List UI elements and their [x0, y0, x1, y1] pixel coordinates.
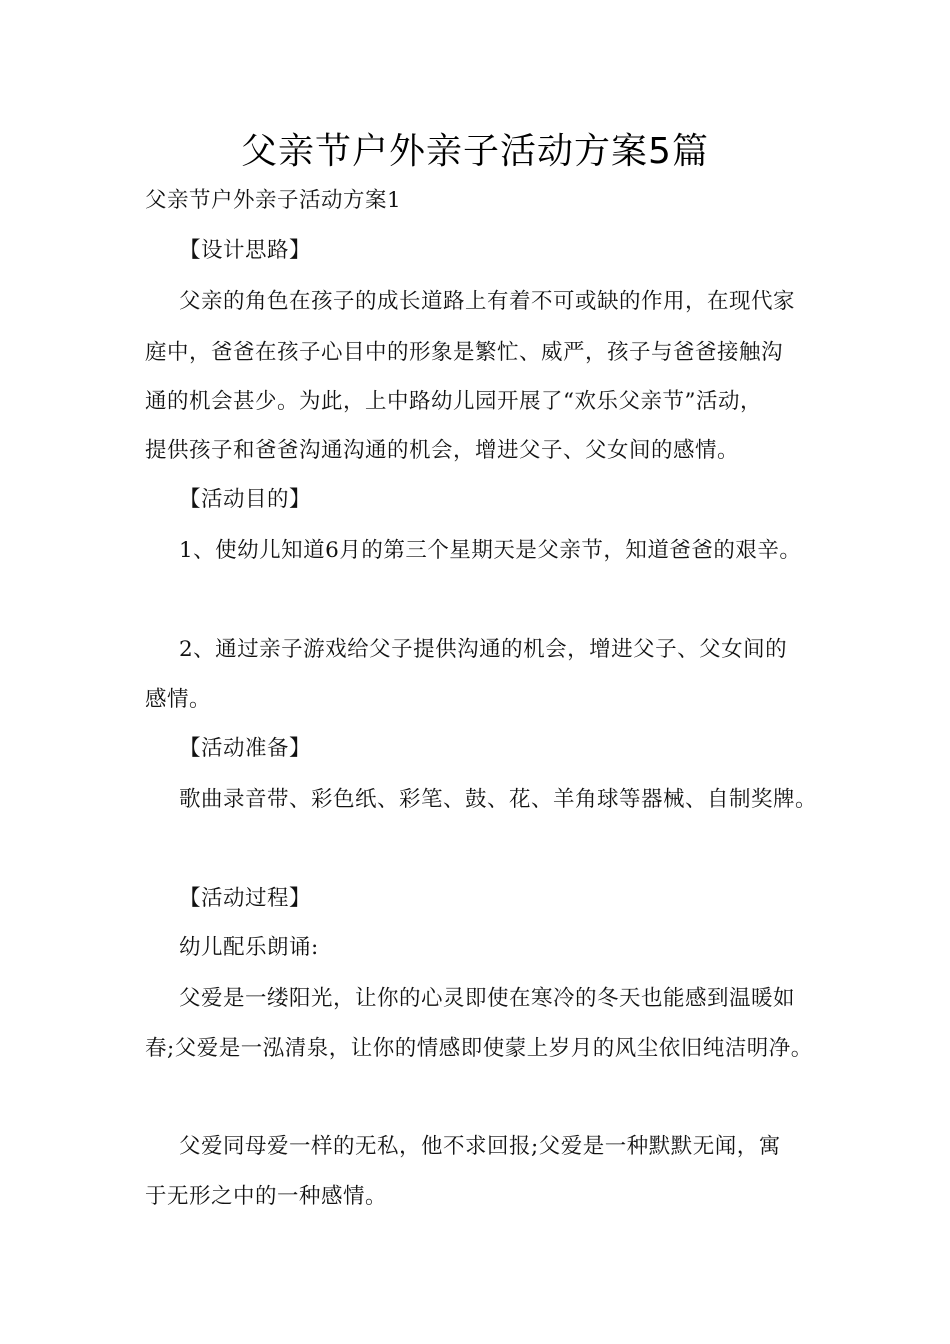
design-paragraph-line-2: 庭中，爸爸在孩子心目中的形象是繁忙、威严，孩子与爸爸接触沟: [145, 340, 784, 365]
recite-intro: 幼儿配乐朗诵:: [179, 935, 319, 960]
goal-heading: 【活动目的】: [179, 487, 312, 512]
poem-1-line-2: 春;父爱是一泓清泉，让你的情感即使蒙上岁月的风尘依旧纯洁明净。: [145, 1036, 813, 1061]
design-paragraph-line-1: 父亲的角色在孩子的成长道路上有着不可或缺的作用，在现代家: [179, 289, 796, 314]
design-heading: 【设计思路】: [179, 238, 312, 263]
goal-item-2-line-1: 2、通过亲子游戏给父子提供沟通的机会，增进父子、父女间的: [179, 637, 788, 662]
poem-2-line-2: 于无形之中的一种感情。: [145, 1184, 388, 1209]
process-heading: 【活动过程】: [179, 886, 312, 911]
goal-item-1: 1、使幼儿知道6月的第三个星期天是父亲节，知道爸爸的艰辛。: [179, 538, 802, 563]
design-paragraph-line-3: 通的机会甚少。为此，上中路幼儿园开展了“欢乐父亲节”活动，: [145, 389, 762, 414]
goal-item-2-line-2: 感情。: [145, 687, 212, 712]
prep-heading: 【活动准备】: [179, 736, 312, 761]
document-subtitle: 父亲节户外亲子活动方案1: [145, 188, 402, 213]
poem-2-line-1: 父爱同母爱一样的无私，他不求回报;父爱是一种默默无闻，寓: [179, 1134, 781, 1159]
document-title: 父亲节户外亲子活动方案5篇: [241, 131, 709, 172]
design-paragraph-line-4: 提供孩子和爸爸沟通沟通的机会，增进父子、父女间的感情。: [145, 438, 740, 463]
prep-text: 歌曲录音带、彩色纸、彩笔、鼓、花、羊角球等器械、自制奖牌。: [179, 787, 818, 812]
poem-1-line-1: 父爱是一缕阳光，让你的心灵即使在寒冷的冬天也能感到温暖如: [179, 986, 796, 1011]
